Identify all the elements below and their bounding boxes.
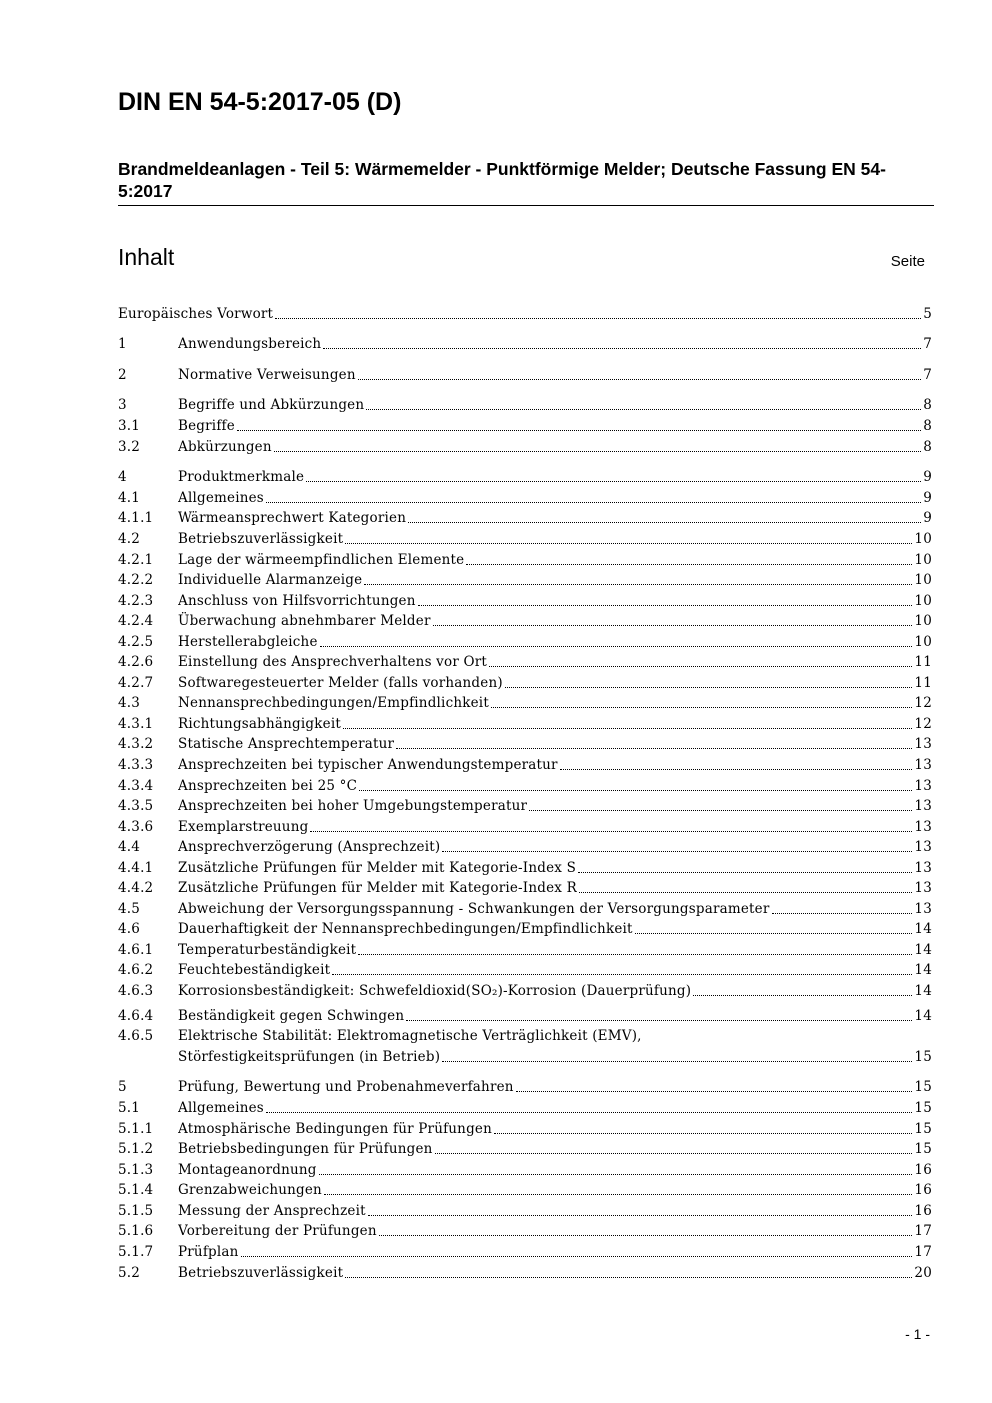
document-subtitle: Brandmeldeanlagen - Teil 5: Wärmemelder - Punktförmige Melder; Deutsche Fassung EN 54-5:2017 [118, 159, 886, 201]
toc-entry-number: 5.1.6 [118, 1223, 154, 1239]
toc-dot-leader [379, 1235, 913, 1236]
toc-entry-page: 16 [914, 1182, 932, 1198]
toc-entry-label: Produktmerkmale [178, 469, 305, 485]
toc-entry-page: 10 [914, 634, 932, 650]
toc-entry[interactable] [118, 1241, 932, 1261]
toc-dot-leader [491, 707, 912, 708]
toc-entry-number: 4.3 [118, 695, 141, 711]
toc-entry[interactable] [118, 436, 932, 456]
toc-entry[interactable] [118, 487, 932, 507]
toc-entry-page: 8 [923, 418, 932, 434]
toc-dot-leader [366, 409, 921, 410]
toc-entry-label: Statische Ansprechtemperatur [178, 736, 395, 752]
toc-entry-label: Messung der Ansprechzeit [178, 1203, 366, 1219]
toc-entry[interactable] [118, 1179, 932, 1199]
toc-entry-page: 8 [923, 439, 932, 455]
toc-entry-number: 5.1.4 [118, 1182, 154, 1198]
toc-entry-page: 20 [914, 1265, 932, 1281]
toc-entry[interactable] [118, 672, 932, 692]
toc-entry-page: 14 [914, 921, 932, 937]
toc-entry-number: 4.5 [118, 901, 141, 917]
toc-entry-number: 4.2.3 [118, 593, 154, 609]
toc-entry[interactable] [118, 1005, 932, 1025]
toc-dot-leader [275, 318, 921, 319]
toc-entry-label: Herstellerabgleiche [178, 634, 318, 650]
toc-entry[interactable] [118, 528, 932, 548]
toc-entry-label: Softwaregesteuerter Melder (falls vorhanden) [178, 675, 503, 691]
toc-entry-page: 10 [914, 593, 932, 609]
toc-entry[interactable] [118, 1138, 932, 1158]
toc-entry-label: Prüfung, Bewertung und Probenahmeverfahren [178, 1079, 514, 1095]
toc-dot-leader [560, 769, 913, 770]
toc-dot-leader [319, 1174, 913, 1175]
toc-dot-leader [358, 954, 912, 955]
toc-entry-label: Ansprechzeiten bei 25 °C [178, 778, 358, 794]
toc-entry-number: 2 [118, 367, 127, 383]
toc-entry[interactable] [118, 610, 932, 630]
toc-entry-page: 13 [914, 757, 932, 773]
toc-dot-leader [406, 1020, 912, 1021]
toc-entry-label: Anschluss von Hilfsvorrichtungen [178, 593, 416, 609]
toc-entry-page: 13 [914, 736, 932, 752]
toc-entry-label: Dauerhaftigkeit der Nennansprechbedingungen/Empfindlichkeit [178, 921, 633, 937]
toc-dot-leader [306, 481, 921, 482]
toc-entry-number: 3.2 [118, 439, 141, 455]
toc-entry[interactable] [118, 394, 932, 414]
toc-entry[interactable] [118, 795, 932, 815]
toc-entry-number: 4.2.1 [118, 552, 154, 568]
toc-entry-page: 14 [914, 1008, 932, 1024]
toc-entry-label: Abkürzungen [178, 439, 272, 455]
toc-entry-number: 4.1 [118, 490, 141, 506]
toc-entry-page: 9 [923, 469, 932, 485]
toc-dot-leader [418, 605, 913, 606]
toc-dot-leader [408, 522, 921, 523]
toc-heading: Inhalt [118, 244, 175, 270]
toc-entry-label: Betriebszuverlässigkeit [178, 1265, 344, 1281]
toc-entry-number: 3 [118, 397, 127, 413]
toc-entry[interactable] [118, 333, 932, 353]
toc-dot-leader [241, 1256, 913, 1257]
toc-entry-number: 5 [118, 1079, 127, 1095]
toc-entry-label: Europäisches Vorwort [118, 306, 274, 322]
toc-entry[interactable] [118, 466, 932, 486]
toc-entry[interactable] [118, 569, 932, 589]
toc-entry[interactable] [118, 733, 932, 753]
toc-entry-number: 4.6.1 [118, 942, 154, 958]
toc-dot-leader [442, 851, 912, 852]
toc-dot-leader [494, 1133, 912, 1134]
toc-entry[interactable] [118, 1262, 932, 1282]
toc-entry-page: 14 [914, 962, 932, 978]
toc-dot-leader [332, 974, 912, 975]
toc-entry-page: 10 [914, 552, 932, 568]
toc-entry[interactable] [118, 939, 932, 959]
toc-entry-label: Allgemeines [178, 1100, 264, 1116]
toc-entry-label: Temperaturbeständigkeit [178, 942, 357, 958]
toc-entry-number: 5.1.2 [118, 1141, 154, 1157]
toc-entry[interactable] [118, 1220, 932, 1240]
toc-entry-label: Korrosionsbeständigkeit: Schwefeldioxid(SO₂)-Korrosion (Dauerprüfung) [178, 983, 692, 999]
toc-entry-page: 15 [914, 1079, 932, 1095]
toc-dot-leader [435, 1153, 913, 1154]
toc-entry[interactable] [118, 1076, 932, 1096]
toc-entry[interactable] [118, 877, 932, 897]
toc-entry-page: 13 [914, 860, 932, 876]
toc-entry[interactable] [118, 415, 932, 435]
toc-entry-label: Zusätzliche Prüfungen für Melder mit Kategorie-Index R [178, 880, 577, 896]
toc-entry[interactable] [118, 713, 932, 733]
toc-entry[interactable] [118, 651, 932, 671]
toc-entry-number: 4.1.1 [118, 510, 154, 526]
toc-entry-label: Begriffe und Abkürzungen [178, 397, 365, 413]
toc-entry[interactable] [118, 918, 932, 938]
toc-entry-number: 4.3.6 [118, 819, 154, 835]
toc-entry[interactable] [118, 816, 932, 836]
toc-entry-page: 12 [914, 716, 932, 732]
toc-entry-number: 4.2.7 [118, 675, 154, 691]
toc-entry-page: 14 [914, 983, 932, 999]
toc-entry-number: 5.1.3 [118, 1162, 154, 1178]
toc-entry-page: 16 [914, 1203, 932, 1219]
toc-entry-number: 4.2 [118, 531, 141, 547]
toc-entry-page: 10 [914, 613, 932, 629]
toc-entry-number: 1 [118, 336, 127, 352]
toc-entry-page: 9 [923, 490, 932, 506]
toc-entry-page: 7 [923, 367, 932, 383]
toc-dot-leader [266, 1112, 912, 1113]
toc-entry-label: Ansprechzeiten bei hoher Umgebungstemperatur [178, 798, 528, 814]
toc-dot-leader [237, 430, 921, 431]
toc-dot-leader [345, 543, 912, 544]
toc-entry-number: 4.2.6 [118, 654, 154, 670]
toc-entry[interactable] [118, 507, 932, 527]
toc-entry-number: 5.1 [118, 1100, 141, 1116]
toc-entry-label: Abweichung der Versorgungsspannung - Schwankungen der Versorgungsparameter [178, 901, 770, 917]
toc-entry-label: Ansprechverzögerung (Ansprechzeit) [178, 839, 441, 855]
toc-entry-page: 15 [914, 1141, 932, 1157]
toc-dot-leader [433, 625, 913, 626]
toc-entry-label: Beständigkeit gegen Schwingen [178, 1008, 405, 1024]
toc-entry-page: 11 [914, 675, 932, 691]
title-divider [118, 205, 934, 206]
toc-entry-number: 4.2.5 [118, 634, 154, 650]
toc-entry-page: 15 [914, 1100, 932, 1116]
toc-entry-label: Grenzabweichungen [178, 1182, 322, 1198]
toc-entry-page: 15 [914, 1049, 932, 1065]
toc-entry-page: 9 [923, 510, 932, 526]
toc-entry-page: 17 [914, 1244, 932, 1260]
toc-entry-number: 4.4.1 [118, 860, 154, 876]
page-number: - 1 - [905, 1326, 930, 1342]
toc-entry[interactable] [118, 898, 932, 918]
toc-dot-leader [345, 1277, 912, 1278]
toc-entry-page: 12 [914, 695, 932, 711]
toc-entry-page: 10 [914, 572, 932, 588]
toc-entry-number: 4.4 [118, 839, 141, 855]
toc-entry-label: Individuelle Alarmanzeige [178, 572, 363, 588]
toc-entry-label: Überwachung abnehmbarer Melder [178, 613, 431, 629]
toc-dot-leader [635, 933, 913, 934]
toc-entry-page: 5 [923, 306, 932, 322]
toc-entry-number: 4.3.1 [118, 716, 154, 732]
toc-entry-page: 16 [914, 1162, 932, 1178]
toc-entry-label: Zusätzliche Prüfungen für Melder mit Kategorie-Index S [178, 860, 577, 876]
toc-entry-label: Prüfplan [178, 1244, 239, 1260]
toc-entry-page: 15 [914, 1121, 932, 1137]
toc-entry-number: 4.6.3 [118, 983, 154, 999]
toc-entry[interactable] [118, 692, 932, 712]
toc-dot-leader [320, 646, 913, 647]
toc-entry-page: 8 [923, 397, 932, 413]
toc-dot-leader [772, 913, 913, 914]
toc-entry-label: Wärmeansprechwert Kategorien [178, 510, 407, 526]
toc-dot-leader [274, 451, 921, 452]
toc-entry-label: Ansprechzeiten bei typischer Anwendungstemperatur [178, 757, 558, 773]
toc-dot-leader [505, 687, 913, 688]
toc-entry[interactable] [118, 836, 932, 856]
toc-entry-page: 13 [914, 778, 932, 794]
toc-entry[interactable] [118, 1159, 932, 1179]
toc-dot-leader [358, 379, 921, 380]
toc-entry[interactable] [118, 631, 932, 651]
toc-entry-number: 4.2.4 [118, 613, 154, 629]
toc-entry-number: 3.1 [118, 418, 141, 434]
toc-dot-leader [396, 748, 912, 749]
toc-entry[interactable] [118, 980, 932, 1000]
toc-dot-leader [529, 810, 912, 811]
toc-entry-number: 4 [118, 469, 127, 485]
toc-entry-label: Nennansprechbedingungen/Empfindlichkeit [178, 695, 489, 711]
toc-entry-number: 5.1.1 [118, 1121, 154, 1137]
toc-entry[interactable] [118, 364, 932, 384]
toc-dot-leader [368, 1215, 913, 1216]
toc-entry-label: Betriebsbedingungen für Prüfungen [178, 1141, 433, 1157]
toc-entry-number: 4.3.4 [118, 778, 154, 794]
toc-entry-label: Atmosphärische Bedingungen für Prüfungen [178, 1121, 493, 1137]
toc-entry[interactable] [118, 303, 932, 323]
toc-entry-label: Normative Verweisungen [178, 367, 356, 383]
toc-entry-label: Allgemeines [178, 490, 264, 506]
toc-entry-number: 4.3.2 [118, 736, 154, 752]
toc-entry[interactable] [118, 959, 932, 979]
toc-entry-label: Betriebszuverlässigkeit [178, 531, 344, 547]
toc-dot-leader [578, 872, 912, 873]
toc-entry-label: Anwendungsbereich [178, 336, 322, 352]
toc-entry-label: Richtungsabhängigkeit [178, 716, 341, 732]
toc-entry-page: 10 [914, 531, 932, 547]
toc-page-column-label: Seite [890, 253, 925, 270]
toc-entry-page: 13 [914, 880, 932, 896]
toc-dot-leader [343, 728, 912, 729]
toc-entry-number: 5.1.7 [118, 1244, 154, 1260]
toc-entry-page: 17 [914, 1223, 932, 1239]
toc-entry-page: 13 [914, 819, 932, 835]
toc-entry[interactable] [118, 1025, 932, 1045]
toc-entry-label: Elektrische Stabilität: Elektromagnetische Verträglichkeit (EMV), [178, 1028, 642, 1044]
toc-entry-number: 4.3.3 [118, 757, 154, 773]
toc-dot-leader [442, 1061, 912, 1062]
toc-entry-label: Exemplarstreuung [178, 819, 309, 835]
toc-entry[interactable] [118, 754, 932, 774]
toc-entry-label-continued: Störfestigkeitsprüfungen (in Betrieb) [178, 1049, 441, 1065]
toc-entry-continuation[interactable] [118, 1046, 932, 1066]
toc-dot-leader [466, 564, 912, 565]
toc-dot-leader [516, 1091, 913, 1092]
toc-entry[interactable] [118, 775, 932, 795]
toc-dot-leader [266, 502, 921, 503]
toc-dot-leader [364, 584, 912, 585]
toc-dot-leader [310, 831, 912, 832]
toc-entry-page: 13 [914, 901, 932, 917]
toc-entry-number: 5.2 [118, 1265, 141, 1281]
toc-entry-number: 4.4.2 [118, 880, 154, 896]
toc-dot-leader [693, 995, 912, 996]
toc-entry-page: 13 [914, 798, 932, 814]
toc-entry-label: Montageanordnung [178, 1162, 317, 1178]
toc-entry-page: 13 [914, 839, 932, 855]
toc-entry-number: 4.6.5 [118, 1028, 154, 1044]
toc-entry-page: 11 [914, 654, 932, 670]
toc-entry-label: Einstellung des Ansprechverhaltens vor Ort [178, 654, 488, 670]
toc-entry[interactable] [118, 1118, 932, 1138]
toc-entry-number: 4.6 [118, 921, 141, 937]
toc-entry-page: 7 [923, 336, 932, 352]
toc-entry-label: Feuchtebeständigkeit [178, 962, 331, 978]
toc-entry-page: 14 [914, 942, 932, 958]
toc-dot-leader [324, 1194, 912, 1195]
toc-entry[interactable] [118, 1097, 932, 1117]
document-title: DIN EN 54-5:2017-05 (D) [118, 88, 402, 116]
toc-entry-label: Lage der wärmeempfindlichen Elemente [178, 552, 465, 568]
toc-dot-leader [359, 790, 912, 791]
toc-entry-number: 5.1.5 [118, 1203, 154, 1219]
toc-dot-leader [579, 892, 912, 893]
toc-entry-number: 4.2.2 [118, 572, 154, 588]
toc-entry-label: Begriffe [178, 418, 235, 434]
toc-entry[interactable] [118, 1200, 932, 1220]
toc-entry-number: 4.6.2 [118, 962, 154, 978]
toc-entry[interactable] [118, 857, 932, 877]
toc-dot-leader [323, 348, 921, 349]
toc-dot-leader [489, 666, 912, 667]
toc-entry[interactable] [118, 590, 932, 610]
toc-entry-number: 4.3.5 [118, 798, 154, 814]
toc-entry[interactable] [118, 549, 932, 569]
toc-entry-label: Vorbereitung der Prüfungen [178, 1223, 377, 1239]
toc-entry-number: 4.6.4 [118, 1008, 154, 1024]
